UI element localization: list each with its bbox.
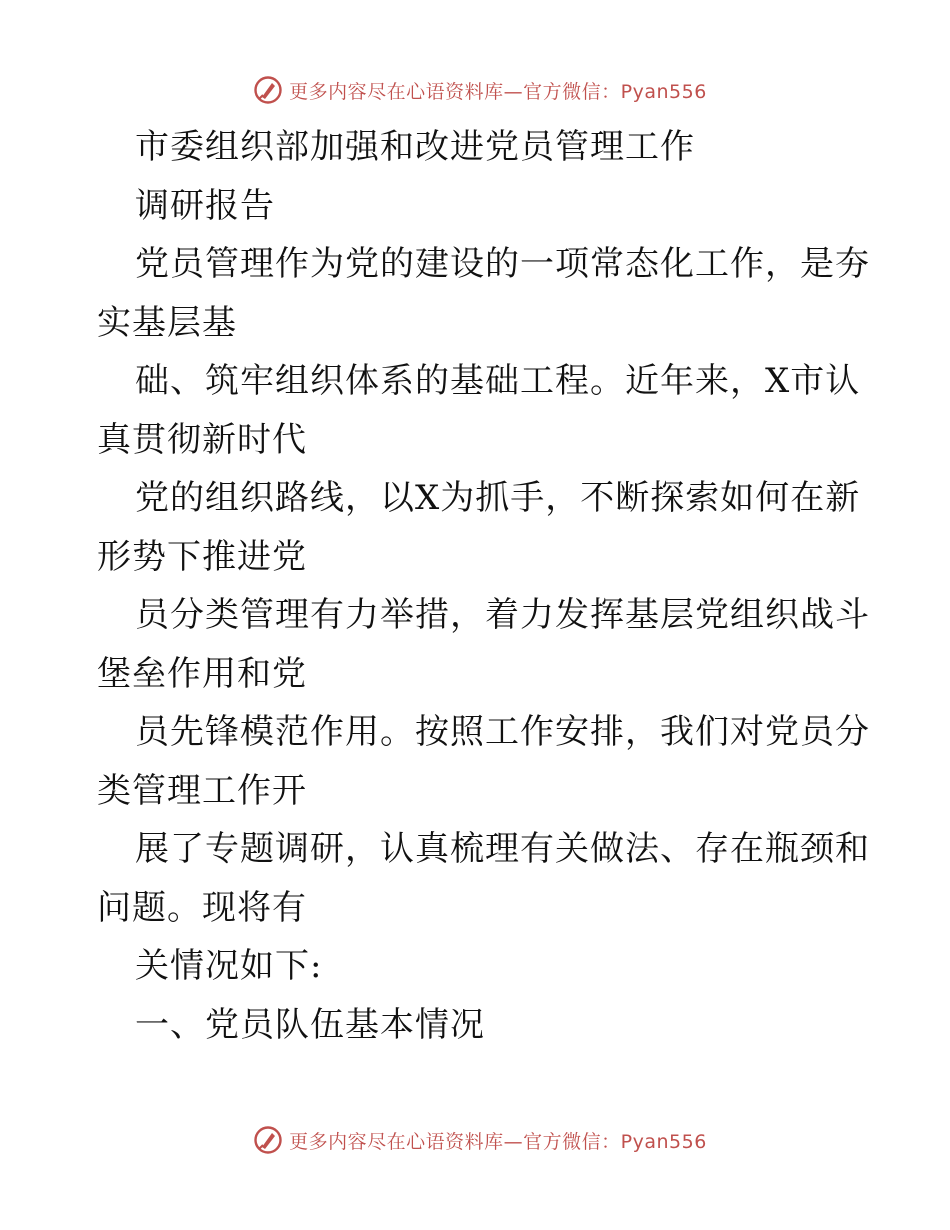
document-line: 形势下推进党 [97,536,307,577]
document-line: 类管理工作开 [97,770,307,811]
document-line: 关情况如下: [135,946,323,986]
document-line: 一、党员队伍基本情况 [135,1004,485,1045]
document-line: 党员管理作为党的建设的一项常态化工作，是夯 [135,244,870,284]
quill-logo-icon [253,1125,283,1155]
document-line: 调研报告 [135,185,275,226]
header-banner [0,70,950,110]
footer-banner-content [253,1125,707,1155]
document-line: 实基层基 [97,302,237,343]
document-line: 员分类管理有力举措，着力发挥基层党组织战斗 [135,595,870,635]
document-line: 党的组织路线，以X为抓手，不断探索如何在新 [135,478,861,518]
footer-banner-text: 更多内容尽在心语资料库—官方微信：Pyan556 [289,1130,707,1153]
header-banner-content [253,75,707,105]
quill-logo-icon [253,75,283,105]
header-banner-text: 更多内容尽在心语资料库—官方微信：Pyan556 [289,80,707,103]
footer-banner [0,1120,950,1160]
document-line: 问题。现将有 [97,887,307,928]
document-line: 市委组织部加强和改进党员管理工作 [135,127,695,167]
document-body [97,118,870,1054]
document-line: 员先锋模范作用。按照工作安排，我们对党员分 [135,712,870,752]
document-line: 真贯彻新时代 [97,419,307,460]
document-line: 堡垒作用和党 [97,653,307,694]
document-line: 础、筑牢组织体系的基础工程。近年来，X市认 [135,361,861,401]
document-line: 展了专题调研，认真梳理有关做法、存在瓶颈和 [135,829,870,869]
